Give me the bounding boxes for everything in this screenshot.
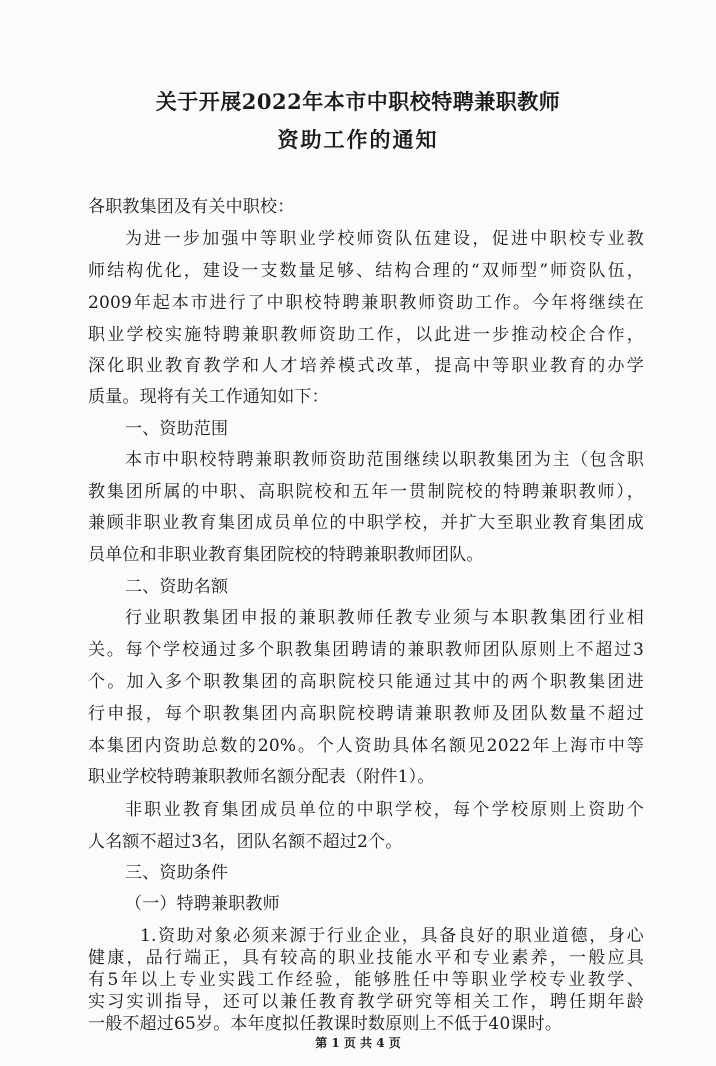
section1-line: 本市中职校特聘兼职教师资助范围继续以职教集团为主（包含职 [125, 450, 644, 470]
intro-line: 2009年起本市进行了中职校特聘兼职教师资助工作。今年将继续在 [88, 293, 644, 313]
section-heading: 二、资助名额 [125, 577, 229, 597]
section3-line: 一般不超过65岁。本年度拟任教课时数原则上不低于40课时。 [88, 1014, 563, 1034]
section2-line: 本集团内资助总数的20%。个人资助具体名额见2022年上海市中等 [88, 736, 644, 756]
section2-line: 行申报，每个职教集团内高职院校聘请兼职教师及团队数量不超过 [88, 704, 644, 724]
subsection-heading: （一）特聘兼职教师 [125, 894, 280, 914]
section1-line: 员单位和非职业教育集团院校的特聘兼职教师团队。 [88, 545, 484, 565]
section1-line: 兼顾非职业教育集团成员单位的中职学校，并扩大至职业教育集团成 [88, 513, 644, 533]
intro-line: 师结构优化，建设一支数量足够、结构合理的“双师型”师资队伍， [88, 261, 644, 281]
section3-line: 健康，品行端正，具有较高的职业技能水平和专业素养，一般应具 [88, 948, 644, 968]
addressee: 各职教集团及有关中职校： [88, 197, 295, 217]
section3-line: 1.资助对象必须来源于行业企业，具备良好的职业道德，身心 [140, 926, 644, 946]
section2-line: 个。加入多个职教集团的高职院校只能通过其中的两个职教集团进 [88, 672, 644, 692]
section-heading: 一、资助范围 [125, 419, 229, 439]
intro-line: 深化职业教育教学和人才培养模式改革，提高中等职业教育的办学 [88, 356, 644, 376]
intro-line: 为进一步加强中等职业学校师资队伍建设，促进中职校专业教 [125, 229, 644, 249]
document-title-line1: 关于开展2022年本市中职校特聘兼职教师 [155, 89, 561, 114]
section2-line: 关。每个学校通过多个职教集团聘请的兼职教师团队原则上不超过3 [88, 640, 644, 660]
section2-line: 行业职教集团申报的兼职教师任教专业须与本职教集团行业相 [125, 608, 644, 628]
section3-line: 实习实训指导，还可以兼任教育教学研究等相关工作，聘任期年龄 [88, 992, 644, 1012]
intro-line: 职业学校实施特聘兼职教师资助工作，以此进一步推动校企合作， [88, 325, 644, 345]
section2-line: 人名额不超过3名，团队名额不超过2个。 [88, 832, 403, 852]
section-heading: 三、资助条件 [125, 863, 229, 883]
section3-line: 有5年以上专业实践工作经验，能够胜任中等职业学校专业教学、 [88, 970, 644, 990]
section2-line: 非职业教育集团成员单位的中职学校，每个学校原则上资助个 [125, 800, 644, 820]
section1-line: 教集团所属的中职、高职院校和五年一贯制院校的特聘兼职教师）， [88, 482, 644, 502]
document-title-line2: 资助工作的通知 [277, 127, 439, 152]
intro-line: 质量。现将有关工作通知如下： [88, 387, 329, 407]
section2-line: 职业学校特聘兼职教师名额分配表（附件1）。 [88, 767, 435, 787]
page-footer: 第 1 页 共 4 页 [315, 1036, 401, 1050]
